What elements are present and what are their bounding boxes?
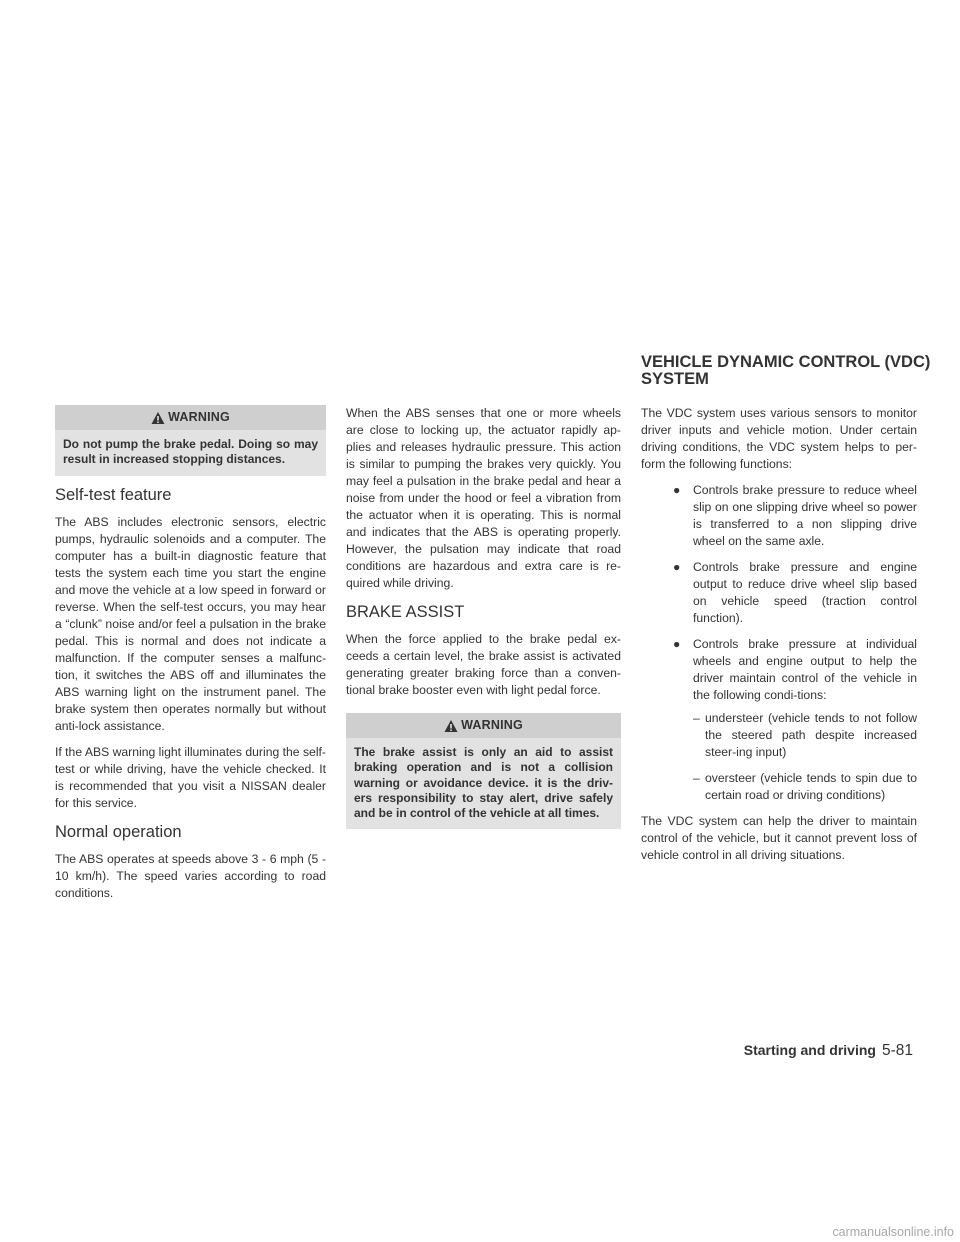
page-number: 5-81 — [881, 1042, 913, 1059]
list-item — [641, 482, 917, 550]
paragraph-self-test-2: If the ABS warning light illuminates during the self-test or while driving, have the vehicle checked. It is recommended that you visit a NISSAN dealer for this service. — [55, 744, 326, 810]
section-title-line1: VEHICLE DYNAMIC CONTROL (VDC) — [641, 353, 931, 371]
warning-title: WARNING — [461, 718, 523, 732]
page-footer — [744, 1042, 913, 1060]
list-item-text: Controls brake pressure at individual wheels and engine output to help the driver maintain control of the vehicle in the following condi-tions: — [693, 637, 917, 702]
column-middle — [346, 405, 621, 840]
list-item — [693, 770, 917, 804]
list-item — [641, 559, 917, 627]
warning-header — [55, 405, 326, 430]
column-right — [641, 405, 917, 873]
column-left — [55, 405, 326, 911]
paragraph-abs-operation: When the ABS senses that one or more wheels are close to locking up, the actuator rapidly ap-plies and releases hydraulic pressure. This action is similar to pumping the brakes very quickly. You may feel a pulsation in the brake pedal and hear a noise from under the hood or feel a vibration from the actuator when it is operating. This is normal and indicates that the ABS is operating properly. However, the pulsation may indicate that road conditions are hazardous and extra care is re-quired while driving. — [346, 406, 621, 590]
list-item-text: oversteer (vehicle tends to spin due to certain road or driving conditions) — [705, 771, 917, 802]
watermark — [0, 1222, 960, 1242]
warning-triangle-icon — [444, 719, 458, 733]
condition-sublist — [693, 710, 917, 804]
warning-title: WARNING — [168, 410, 230, 424]
watermark-text: carmanualsonline.info — [832, 1225, 954, 1239]
vdc-function-list — [641, 482, 917, 804]
heading-self-test: Self-test feature — [55, 485, 172, 504]
heading-normal-operation: Normal operation — [55, 822, 182, 841]
warning-triangle-icon — [151, 411, 165, 425]
paragraph-vdc-closing: The VDC system can help the driver to maintain control of the vehicle, but it cannot prevent loss of vehicle control in all driving situations. — [641, 814, 917, 862]
bullet-dot: ● — [673, 637, 681, 651]
list-item-text: Controls brake pressure and engine output to reduce drive wheel slip based on vehicle speed (traction control function). — [693, 560, 917, 625]
paragraph-brake-assist: When the force applied to the brake pedal ex-ceeds a certain level, the brake assist is activated generating greater braking force than a conven-tional brake booster even with light pedal force. — [346, 632, 621, 697]
footer-chapter: Starting and driving — [743, 1042, 876, 1058]
warning-text: The brake assist is only an aid to assist braking operation and is not a collision warning or avoidance device. it is the driv-ers responsibility to stay alert, drive safely and be in control of the vehicle at all times. — [354, 745, 613, 821]
warning-box-pump — [55, 405, 326, 476]
dash-mark: – — [693, 771, 700, 785]
paragraph-self-test-1: The ABS includes electronic sensors, electric pumps, hydraulic solenoids and a computer. The computer has a built-in diagnostic feature that tests the system each time you start the engine and move the vehicle at a low speed in forward or reverse. When the self-test occurs, you may hear a “clunk” noise and/or feel a pulsation in the brake pedal. This is normal and does not indicate a malfunction. If the computer senses a malfunc-tion, it switches the ABS off and illuminates the ABS warning light on the instrument panel. The brake system then operates normally but without anti-lock assistance. — [55, 514, 326, 733]
section-title-vdc — [641, 354, 941, 388]
warning-box-brake-assist — [346, 713, 621, 829]
list-item — [693, 710, 917, 761]
section-title-line2: SYSTEM — [641, 370, 709, 388]
list-item-text: Controls brake pressure to reduce wheel slip on one slipping drive wheel so power is transferred to a non slipping drive wheel on the same axle. — [693, 483, 917, 548]
list-item — [641, 636, 917, 804]
dash-mark: – — [693, 711, 700, 725]
bullet-dot: ● — [673, 483, 681, 497]
paragraph-vdc-intro: The VDC system uses various sensors to monitor driver inputs and vehicle motion. Under certain driving conditions, the VDC system helps to per-form the following functions: — [641, 406, 917, 471]
bullet-dot: ● — [673, 560, 681, 574]
heading-brake-assist: BRAKE ASSIST — [346, 603, 465, 621]
list-item-text: understeer (vehicle tends to not follow the steered path despite increased steer-ing input) — [705, 711, 917, 759]
warning-text: Do not pump the brake pedal. Doing so may result in increased stopping distances. — [63, 437, 318, 467]
warning-header — [346, 713, 621, 738]
paragraph-normal-operation: The ABS operates at speeds above 3 - 6 mph (5 - 10 km/h). The speed varies according to road conditions. — [55, 851, 326, 900]
